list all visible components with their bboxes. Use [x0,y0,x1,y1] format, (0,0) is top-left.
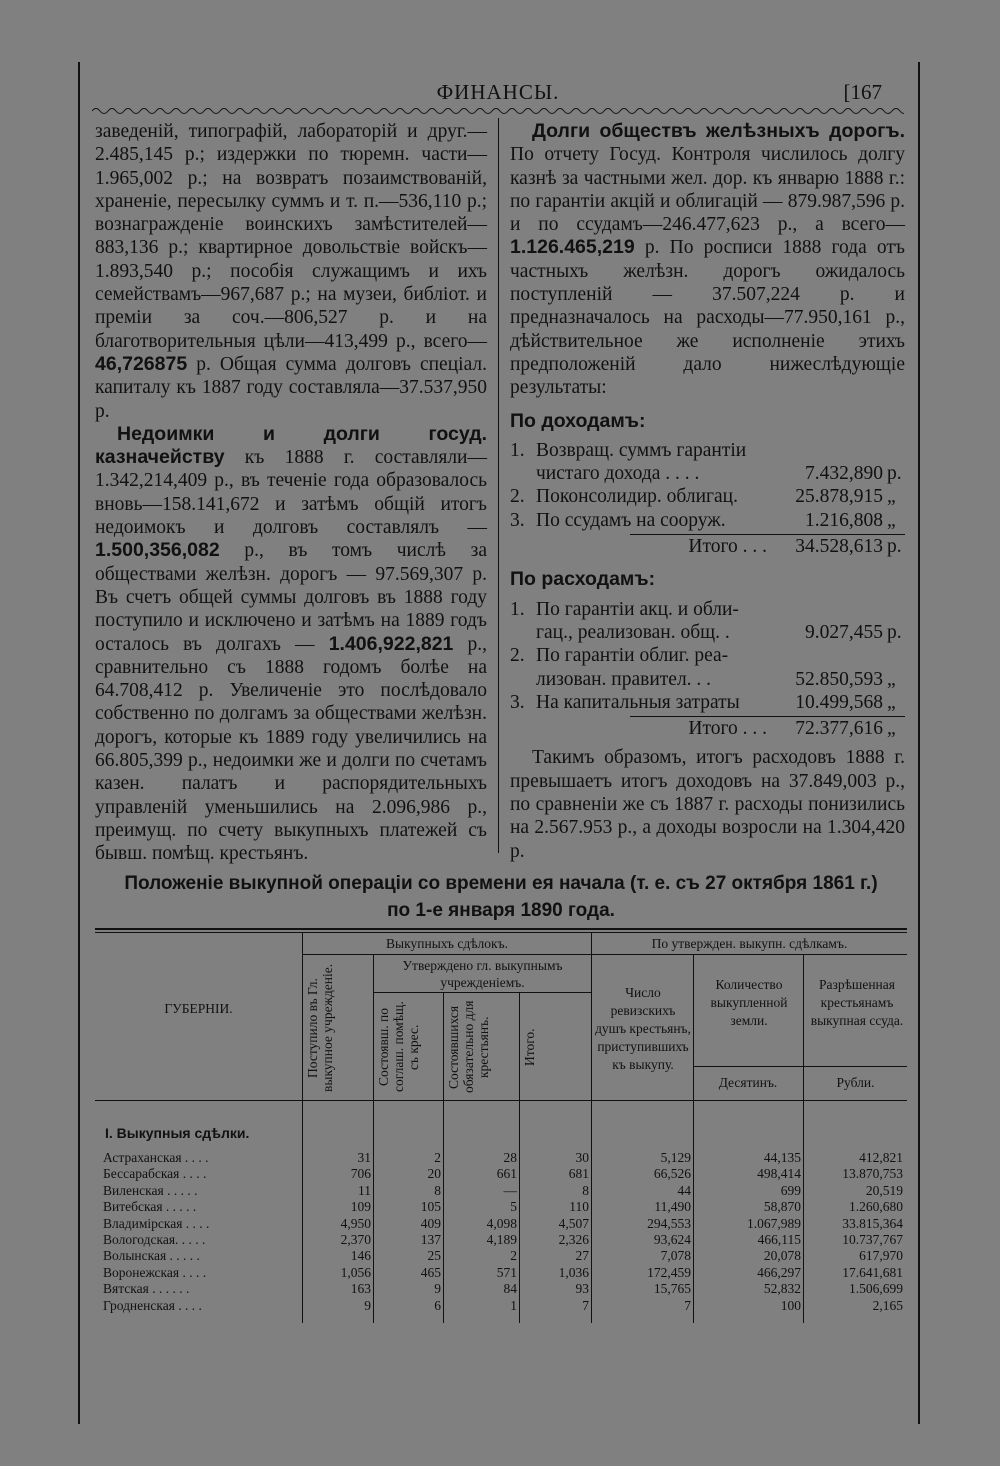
cell-c6: 699 [780,1182,801,1198]
text: По отчету Госуд. Контроля числилось долгу казнѣ за частными жел. дор. къ январю 1888 г.: по гарантіи акцій и облигацій — 879.987,596 р. и по ссудамъ—246.477,623 р., а всего— [510,144,905,236]
province-name: Вятская . . . . . . [103,1281,190,1297]
redemption-table [95,928,907,1323]
header-deals: Выкупныхъ сдѣлокъ. [386,936,508,951]
item-text: Поконсолидир. облигац. [536,486,738,508]
cell-c1: 9 [364,1297,371,1313]
unit: р. [887,621,902,643]
province-name: Виленская . . . . . [103,1182,198,1198]
list-item [510,598,905,621]
item-value: 7.432,890 [805,463,883,485]
paragraph-heading: Недоимки и долги госуд. казначейству [95,422,487,469]
cell-c3: 84 [503,1281,517,1297]
cell-c1: 2,370 [340,1232,371,1247]
cell-c2: 8 [434,1182,441,1198]
total-label: Итого . . . [688,536,767,558]
list-item [510,644,905,667]
header-total: Итого. [522,1028,537,1066]
cell-c5: 11,490 [654,1199,691,1215]
income-total [510,535,905,558]
unit: „ [887,509,896,531]
text: р., сравнительно съ 1888 годомъ болѣе на 64.708,412 р. Увеличеніе это послѣдовало собственно по долгамъ за обществами желѣзн. дорогъ, которые къ 1889 году увеличились на 66.805,399 р., недоимки же и долги по счетамъ казен. палатъ и распорядительныхъ управленій уменьшились на 2.096,986 р., преимущ. по счету выкупныхъ платежей съ бывш. помѣщ. крестьянъ. [95,633,488,865]
bold-total: 1.406,922,821 [328,632,454,655]
cell-c4: 93 [575,1281,589,1297]
cell-c1: 146 [350,1248,371,1264]
table-section-label: I. Выкупныя сдѣлки. [105,1125,250,1141]
cell-c4: 110 [569,1199,589,1215]
item-number: 3. [510,691,525,713]
wavy-rule [92,106,904,116]
cell-c1: 163 [350,1281,371,1297]
cell-c1: 4,950 [340,1215,371,1231]
header-land: Количество выкупленной земли. [710,977,788,1028]
item-value: 1.216,808 [805,509,883,531]
cell-c4: 7 [582,1297,589,1313]
cell-c7: 412,821 [859,1150,903,1165]
cell-c3: 2 [510,1248,517,1264]
cell-c2: 137 [420,1232,441,1247]
unit: р. [887,463,902,485]
header-by-agreement: Состоявш. по соглаш. помѣщ. съ крес. [376,1001,421,1093]
province-name: Волынская . . . . . [103,1248,200,1264]
bold-total: 1.126.465,219 [510,236,635,259]
rule [693,1066,907,1067]
cell-c7: 33.815,364 [842,1215,903,1231]
cell-c1: 11 [358,1182,371,1198]
section-title-line2: по 1-е января 1890 года. [387,900,615,921]
cell-c5: 93,624 [653,1232,691,1247]
list-item-cont [510,668,905,691]
item-value: 9.027,455 [805,621,883,643]
cell-c5: 66,526 [653,1166,691,1182]
header-souls: Число ревизскихъ душъ крестьянъ, приступившихъ къ выкупу. [595,985,691,1072]
cell-c2: 6 [434,1297,441,1313]
cell-c6: 1.067,989 [747,1215,801,1231]
rule [95,932,907,933]
text: р. По росписи 1888 года отъ частныхъ желѣзн. дорогъ ожидалось поступленій — 37.507,224 р. и предназначалось на расходы—77.950,161 р., дѣйствительное же исполненіе этихъ предположеній дало нижеслѣдующіе результаты: [510,237,905,399]
paragraph-conclusion: Такимъ образомъ, итогъ расходовъ 1888 г. превышаетъ итогъ доходовъ на 37.849,003 р., по сравненіи же съ 1887 г. расходы понизились на 2.567.953 р., а доходы возросли на 1.304,420 р. [510,747,905,862]
item-value: 52.850,593 [795,668,883,690]
rule [373,992,591,993]
cell-c6: 466,115 [757,1232,801,1247]
cell-c5: 44 [677,1182,691,1198]
expense-heading: По расходамъ: [510,568,656,591]
table-row [95,1232,907,1248]
total-value: 34.528,613 [795,536,883,558]
running-title: ФИНАНСЫ. [436,80,560,104]
cell-c6: 52,832 [763,1281,801,1297]
cell-c5: 172,459 [647,1264,691,1280]
item-value: 10.499,568 [795,691,883,713]
left-column [95,120,487,866]
right-column [510,120,905,863]
cell-c4: 681 [568,1166,589,1182]
paragraph-arrears [95,423,487,866]
expense-list [510,598,905,714]
cell-c6: 498,414 [757,1166,801,1182]
list-item-cont [510,462,905,485]
item-text: По гарантіи акц. и обли- [536,598,739,620]
paragraph-expenses [95,120,487,423]
cell-c3: — [503,1182,517,1198]
rule [302,954,907,955]
cell-c7: 10.737,767 [842,1232,903,1247]
item-text: По ссудамъ на сооруж. [536,509,726,531]
header-approved: Утверждено гл. выкупнымъ учрежденіемъ. [402,958,563,990]
list-item [510,485,905,508]
text: заведеній, типографій, лабораторій и друг.—2.485,145 р.; издержки по тюремн. части—1.965,002 р.; на возвратъ позаимствованій, храненіе, пересылку суммъ и т. п.—536,110 р.; вознагражденіе воинскихъ замѣстителей—883,136 р.; квартирное довольствіе войскъ—1.893,540 р.; пособія служащимъ и ихъ семействамъ—967,687 р.; на музеи, библіот. и преміи за соч.—806,527 р. и на благотворительныя цѣли—413,499 р., всего— [95,121,487,352]
paragraph-railway-debts [510,120,905,400]
item-value: 25.878,915 [795,486,883,508]
cell-c7: 20,519 [865,1182,903,1198]
cell-c2: 2 [434,1150,441,1165]
list-item [510,439,905,462]
table-row [95,1150,907,1166]
text: р., въ томъ числѣ за обществами желѣзн. дорогъ — 97.569,307 р. Въ счетъ общей суммы долговъ въ 1888 году поступило и исключено и затѣмъ на 1889 годъ осталось въ долгахъ — [95,540,487,655]
cell-c3: 4,098 [486,1215,517,1231]
unit: „ [887,486,896,508]
bold-total: 1.500,356,082 [95,539,220,562]
rule [95,928,907,930]
header-approved-deals: По утвержден. выкупн. сдѣлкамъ. [651,936,848,951]
cell-c4: 30 [575,1150,589,1165]
cell-c2: 9 [434,1281,441,1297]
item-number: 3. [510,509,525,531]
cell-c5: 7,078 [660,1248,691,1264]
cell-c6: 100 [780,1297,801,1313]
rule [95,1100,907,1101]
province-name: Бессарабская . . . . [103,1166,207,1182]
cell-c2: 465 [420,1264,441,1280]
header-gubernii: ГУБЕРНІИ. [164,1001,233,1016]
cell-c4: 8 [582,1182,589,1198]
cell-c7: 13.870,753 [842,1166,903,1182]
cell-c7: 1.506,699 [849,1281,903,1297]
list-item [510,691,905,714]
table-row [95,1183,907,1199]
cell-c6: 58,870 [763,1199,801,1215]
unit: „ [887,691,896,713]
unit: р. [887,536,902,558]
table-row [95,1166,907,1182]
item-number: 2. [510,645,525,667]
cell-c4: 4,507 [558,1215,589,1231]
page-number: [167 [843,80,882,104]
cell-c3: 4,189 [486,1232,517,1247]
cell-c5: 5,129 [660,1150,691,1165]
header-received: Поступило въ Гл. выкупное учрежденіе. [305,963,335,1093]
unit: „ [887,668,896,690]
expense-total [510,717,905,740]
item-number: 1. [510,598,525,620]
header-loan: Разрѣшенная крестьянамъ выкупная ссуда. [810,977,904,1028]
section-title-line1: Положеніе выкупной операціи со времени ея начала (т. е. съ 27 октября 1861 г.) [124,873,878,894]
province-name: Воронежская . . . . [103,1264,207,1280]
page-header [78,80,918,108]
cell-c4: 2,326 [558,1232,589,1247]
cell-c5: 294,553 [647,1215,691,1231]
section-title [95,870,907,924]
item-text: лизован. правител. . . [536,668,712,690]
table-row [95,1298,907,1314]
cell-c2: 20 [427,1166,441,1182]
paragraph-heading: Долги обществъ желѣзныхъ дорогъ. [532,120,905,142]
list-item-cont [510,621,905,644]
cell-c3: 661 [496,1166,517,1182]
province-name: Гродненская . . . . [103,1297,202,1313]
cell-c7: 17.641,681 [842,1264,903,1280]
item-number: 1. [510,439,525,461]
item-text: гац., реализован. общ. . [536,621,730,643]
item-text: По гарантіи облиг. реа- [536,645,729,667]
income-heading: По доходамъ: [510,409,646,432]
total-value: 72.377,616 [795,718,883,740]
province-name: Астраханская . . . . [103,1150,209,1165]
cell-c3: 28 [503,1150,517,1165]
cell-c1: 109 [350,1199,371,1215]
cell-c2: 105 [420,1199,441,1215]
cell-c5: 7 [684,1297,691,1313]
province-name: Вологодская. . . . . [103,1232,206,1247]
table-row [95,1281,907,1297]
cell-c6: 44,135 [763,1150,801,1165]
item-text: На капитальныя затраты [536,691,740,713]
province-name: Владимірская . . . . [103,1215,210,1231]
table-row [95,1199,907,1215]
total-label: Итого . . . [688,718,767,740]
cell-c2: 409 [420,1215,441,1231]
bold-total: 46,726875 [95,352,188,375]
cell-c4: 27 [575,1248,589,1264]
income-list [510,439,905,532]
item-text: чистаго дохода . . . . [536,463,700,485]
cell-c2: 25 [427,1248,441,1264]
cell-c5: 15,765 [653,1281,691,1297]
cell-c7: 617,970 [859,1248,903,1264]
header-desyatin: Десятинъ. [718,1075,778,1090]
text: р. Общая сумма долговъ спеціал. капиталу къ 1887 году составляла—37.537,950 р. [95,353,487,422]
cell-c1: 31 [357,1150,371,1165]
table-row [95,1216,907,1232]
cell-c6: 20,078 [763,1248,801,1264]
unit: „ [887,718,896,740]
item-number: 2. [510,486,525,508]
cell-c4: 1,036 [558,1264,589,1280]
list-item [510,509,905,532]
cell-c6: 466,297 [757,1264,801,1280]
item-text: Возвращ. суммъ гарантіи [536,439,747,461]
header-rubles: Рубли. [836,1075,875,1090]
table-row [95,1265,907,1281]
cell-c1: 706 [350,1166,371,1182]
cell-c7: 1.260,680 [849,1199,903,1215]
table-row [95,1248,907,1264]
cell-c1: 1,056 [340,1264,371,1280]
cell-c7: 2,165 [872,1297,903,1313]
text: къ 1888 г. составляли—1.342,214,409 р., въ теченіе года образовалось вновь—158.141,672 и затѣмъ общій итогъ недоимокъ и долговъ составлялъ — [95,447,487,539]
cell-c3: 1 [510,1297,517,1313]
province-name: Витебская . . . . . [103,1199,197,1215]
column-divider [498,118,499,853]
header-obligatory: Состоявшихся обязательно для крестьянъ. [446,1000,491,1094]
cell-c3: 571 [496,1264,517,1280]
cell-c3: 5 [510,1199,517,1215]
